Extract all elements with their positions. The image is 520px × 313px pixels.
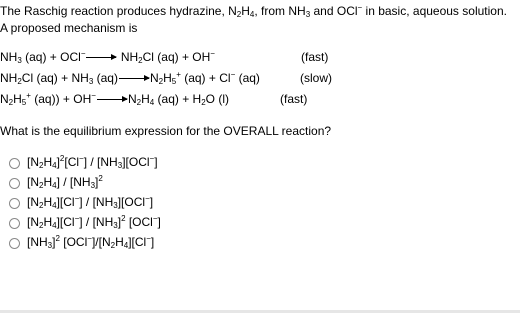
mechanism-step-3: $N_2H_5^+$ (aq)) + OH− $N_2H_4$ $(aq) + H_2O$ (l) [0,91,229,107]
step-1-rate: (fast) [301,50,329,64]
option-label: $[NH_3]^2$ $[OCl^-]/[N_2H_4][Cl^-]$ [27,234,155,250]
intro-line-2: A proposed mechanism is [0,21,138,35]
radio-button[interactable] [9,198,20,209]
reaction-arrow-icon [86,57,116,58]
step-2-rate: (slow) [300,71,332,85]
reaction-arrow-icon [119,78,149,79]
mechanism-step-1: $NH_3$ (aq) + OCl− $NH_2Cl$ (aq) + OH− [0,49,215,65]
radio-button[interactable] [9,218,20,229]
option-label: $[N_2H_4][Cl^-] / [NH_3][OCl^-]$ [27,194,154,210]
radio-button[interactable] [9,158,20,169]
reaction-arrow-icon [97,99,127,100]
option-label: $[N_2H_4] / [NH_3]^2$ [27,174,103,190]
mechanism-step-2: $NH_2Cl$ $(aq) + NH_3$ (aq) $N_2H_5^+$ (aq) + Cl− (aq) [0,70,260,86]
radio-button[interactable] [9,238,20,249]
question-text: What is the equilibrium expression for the OVERALL reaction? [0,124,332,138]
option-label: $[N_2H_4][Cl^-] / [NH_3]^2$ [OCl−] [27,214,161,230]
option-label: $[N_2H_4]^2[Cl^-] / [NH_3][OCl^-]$ [27,154,158,170]
intro-line-1: The Raschig reaction produces hydrazine, $N_2H_4$, from $NH_3$ and OCl− in basic, aqueous solution. [0,3,507,19]
step-3-rate: (fast) [280,92,308,106]
radio-button[interactable] [9,178,20,189]
